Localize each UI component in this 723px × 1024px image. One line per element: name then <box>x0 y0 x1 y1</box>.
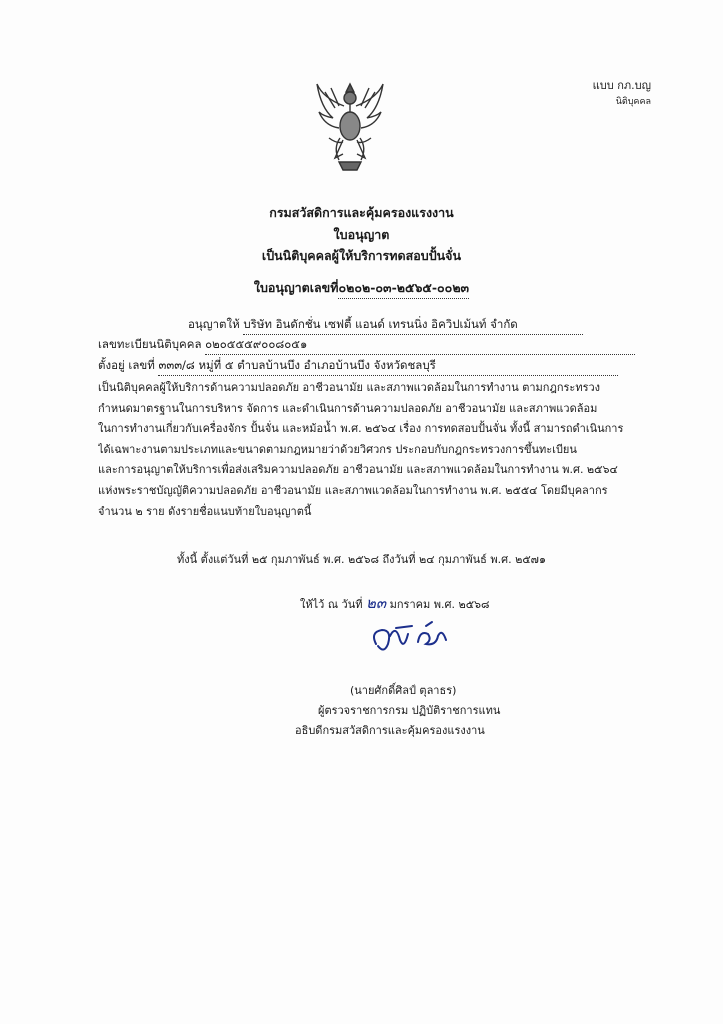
garuda-emblem-icon <box>313 78 387 172</box>
issue-day: ๒๓ <box>365 594 387 612</box>
department-title: กรมสวัสดิการและคุ้มครองแรงงาน <box>269 205 454 220</box>
license-number <box>0 278 723 299</box>
issue-date-prefix: ให้ไว้ ณ วันที่ <box>300 598 363 611</box>
grant-label: อนุญาตให้ <box>188 317 240 331</box>
form-code-sub: นิติบุคคล <box>615 97 651 107</box>
body-line: กำหนดมาตรฐานในการบริหาร จัดการ และดำเนินการด้านความปลอดภัย อาชีวอนามัย และสภาพแวดล้อม <box>98 401 598 415</box>
body-line: ได้เฉพาะงานตามประเภทและขนาดตามกฎหมายว่าด้วยวิศวกร ประกอบกับกฎกระทรวงการขึ้นทะเบียน <box>98 442 577 456</box>
handwritten-signature <box>366 614 458 660</box>
address-label: ตั้งอยู่ เลขที่ <box>98 358 155 372</box>
registration-label: เลขทะเบียนนิติบุคคล <box>98 337 202 351</box>
license-body <box>98 378 638 522</box>
issue-date <box>300 591 490 615</box>
company-name: บริษัท อินดักชั่น เซฟตี้ แอนด์ เทรนนิ่ง อิควิปเม้นท์ จำกัด <box>243 316 583 335</box>
form-code <box>593 78 651 110</box>
body-line: ในการทำงานเกี่ยวกับเครื่องจักร ปั้นจั่น และหม้อน้ำ พ.ศ. ๒๕๖๔ เรื่อง การทดสอบปั้นจั่น ทั้งนี้ สามารถดำเนินการ <box>98 422 624 436</box>
document-subject: เป็นนิติบุคคลผู้ให้บริการทดสอบปั้นจั่น <box>261 248 462 263</box>
signer-position-on-behalf: อธิบดีกรมสวัสดิการและคุ้มครองแรงงาน <box>295 724 485 737</box>
signer-name: (นายศักดิ์ศิลป์ ตุลาธร) <box>350 684 457 697</box>
registration-line <box>98 336 635 355</box>
body-line: จำนวน ๒ ราย ดังรายชื่อแนบท้ายใบอนุญาตนี้ <box>98 504 312 518</box>
issue-month-year: มกราคม พ.ศ. ๒๕๖๘ <box>389 598 490 611</box>
registration-number: ๐๒๐๕๕๕๙๐๐๘๐๕๑ <box>205 336 635 355</box>
body-line: แห่งพระราชบัญญัติความปลอดภัย อาชีวอนามัย และสภาพแวดล้อมในการทำงาน พ.ศ. ๒๕๕๔ โดยมีบุคลากร <box>98 483 608 497</box>
validity-period: ทั้งนี้ ตั้งแต่วันที่ ๒๕ กุมภาพันธ์ พ.ศ. ๒๕๖๘ ถึงวันที่ ๒๔ กุมภาพันธ์ พ.ศ. ๒๕๗๑ <box>177 553 546 566</box>
address-value: ๓๓๓/๘ หมู่ที่ ๕ ตำบลบ้านบึง อำเภอบ้านบึง จังหวัดชลบุรี <box>158 357 618 376</box>
address-line <box>98 357 618 376</box>
grantee-line <box>188 316 583 335</box>
form-code-label: แบบ กภ.บญ <box>592 79 651 92</box>
body-line: เป็นนิติบุคคลผู้ให้บริการด้านความปลอดภัย อาชีวอนามัย และสภาพแวดล้อมในการทำงาน ตามกฎกระทรวง <box>98 381 601 394</box>
license-number-label: ใบอนุญาตเลขที่ <box>253 280 339 295</box>
document-type: ใบอนุญาต <box>333 227 390 242</box>
signer-position: ผู้ตรวจราชการกรม ปฏิบัติราชการแทน <box>318 704 501 717</box>
license-number-value: ๐๒๐๒-๐๓-๒๕๖๕-๐๐๒๓ <box>338 278 469 299</box>
body-line: และการอนุญาตให้บริการเพื่อส่งเสริมความปลอดภัย อาชีวอนามัย และสภาพแวดล้อมในการทำงาน พ.ศ. ๒๕๖๔ <box>98 463 618 477</box>
